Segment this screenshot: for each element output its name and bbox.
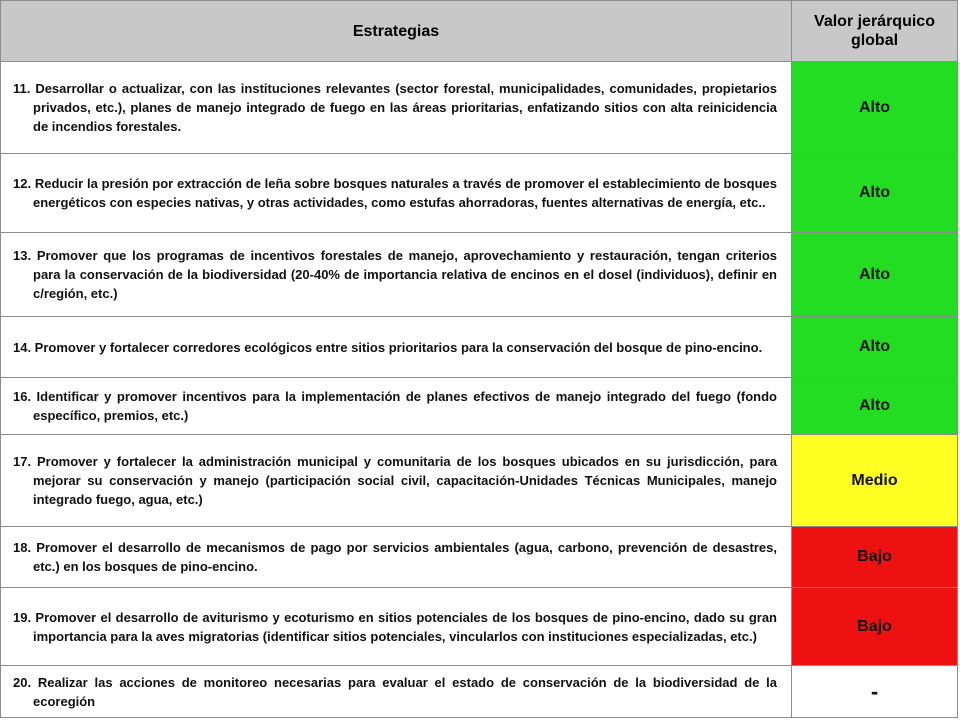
table-row [1,527,958,588]
strategy-cell [1,666,792,718]
header-value-line1: Valor jerárquico [814,13,935,30]
value-cell [792,62,958,154]
strategy-cell [1,527,792,588]
value-label: Alto [858,265,891,283]
value-cell [792,435,958,527]
value-label: Alto [858,338,891,355]
strategy-text: 13. Promover que los programas de incentivos forestales de manejo, aprovechamiento y restauración, tengan criterios para la conservación de la biodiversidad (20-40% de importancia relativa de encinos en el dosel (individuos), definir en c/región, etc.) [13,248,777,301]
header-row [1,1,958,62]
value-cell [792,317,958,378]
strategy-cell [1,62,792,154]
strategy-text: 17. Promover y fortalecer la administración municipal y comunitaria de los bosques ubicados en su jurisdicción, para mejorar su conservación y manejo (participación social civil, capacitación-Unidades Técnicas Municipales, manejo integrado fuego, agua, etc.) [13,454,777,507]
value-label: Bajo [857,548,892,565]
value-cell [792,527,958,588]
table-row [1,666,958,718]
strategy-cell [1,317,792,378]
value-label: - [870,678,879,704]
table-row [1,62,958,154]
value-label: Alto [858,184,891,201]
strategy-cell [1,378,792,435]
strategy-text: 11. Desarrollar o actualizar, con las instituciones relevantes (sector forestal, municipalidades, comunidades, propietarios privados, etc.), planes de manejo integrado de fuego en las áreas prioritarias, enfatizando sitios con alta reinicidencia de incendios forestales. [13,81,777,134]
value-cell [792,233,958,317]
header-value [792,1,958,62]
value-cell [792,666,958,718]
value-cell [792,378,958,435]
value-cell [792,154,958,233]
header-value-line2: global [850,32,899,49]
strategy-cell [1,435,792,527]
strategy-text: 12. Reducir la presión por extracción de leña sobre bosques naturales a través de promover el establecimiento de bosques energéticos con especies nativas, y otras actividades, como estufas ahorradoras, fuentes alternativas de energía, etc.. [13,176,777,210]
value-label: Medio [851,471,898,489]
table-row [1,435,958,527]
table-row [1,378,958,435]
value-label: Bajo [857,617,892,635]
strategy-text: 14. Promover y fortalecer corredores ecológicos entre sitios prioritarios para la conservación del bosque de pino-encino. [13,339,763,355]
value-cell [792,588,958,666]
strategy-cell [1,588,792,666]
header-strategies: Estrategias [1,1,792,62]
table-row [1,317,958,378]
strategy-cell [1,154,792,233]
table-row [1,233,958,317]
value-label: Alto [858,397,891,414]
strategy-text: 18. Promover el desarrollo de mecanismos de pago por servicios ambientales (agua, carbono, prevención de desastres, etc.) en los bosques de pino-encino. [13,540,777,574]
table-row [1,154,958,233]
strategy-text: 16. Identificar y promover incentivos para la implementación de planes efectivos de manejo integrado del fuego (fondo específico, premios, etc.) [13,389,777,423]
strategy-text: 19. Promover el desarrollo de aviturismo y ecoturismo en sitios potenciales de los bosques de pino-encino, dado su gran importancia para la aves migratorias (identificar sitios potenciales, vincularlos con instituciones especializadas, etc.) [13,609,777,644]
strategy-cell [1,233,792,317]
table-row [1,588,958,666]
strategy-text: 20. Realizar las acciones de monitoreo necesarias para evaluar el estado de conservación de la biodiversidad de la ecoregión [13,674,777,709]
value-label: Alto [858,98,891,116]
